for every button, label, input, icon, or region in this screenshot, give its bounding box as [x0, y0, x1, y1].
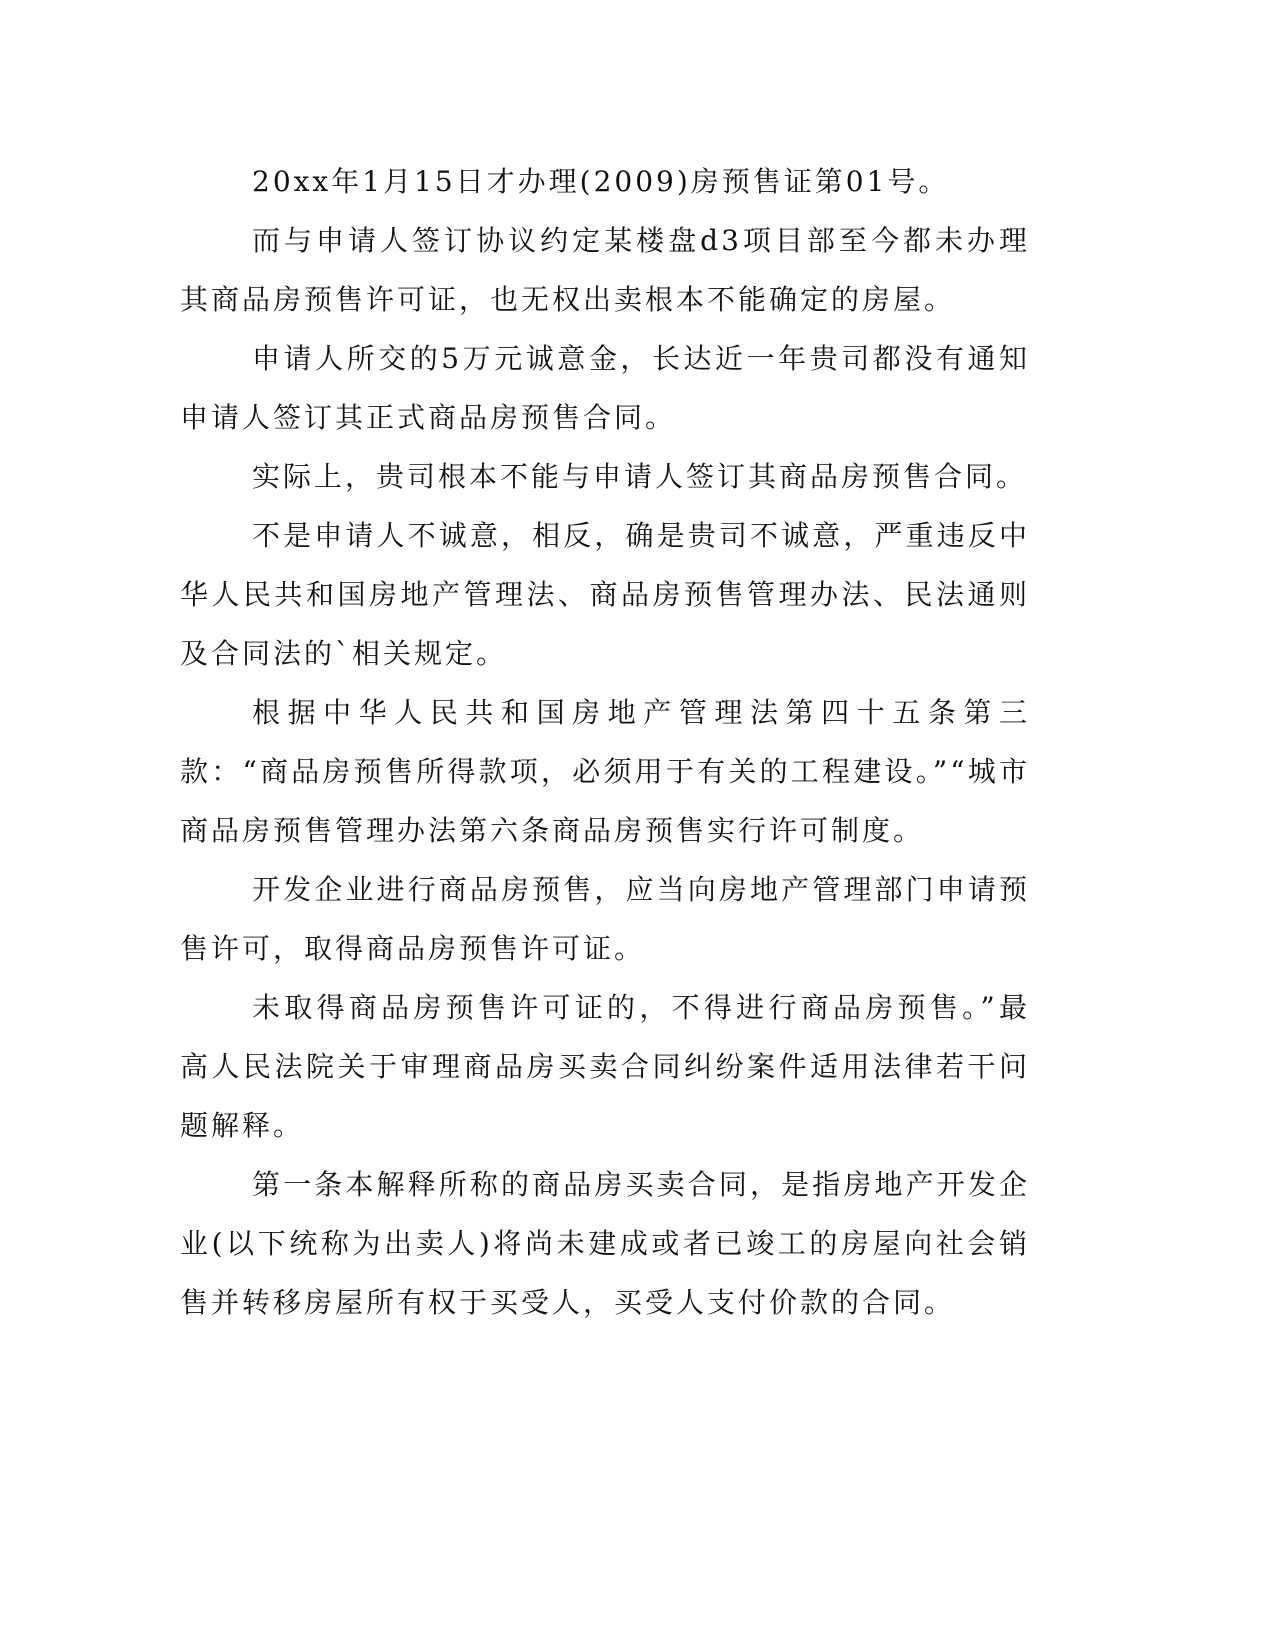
- paragraph-9: 第一条本解释所称的商品房买卖合同，是指房地产开发企业(以下统称为出卖人)将尚未建成或者已竣工的房屋向社会销售并转移房屋所有权于买受人，买受人支付价款的合同。: [180, 1168, 1030, 1319]
- paragraph-2: 而与申请人签订协议约定某楼盘d3项目部至今都未办理其商品房预售许可证，也无权出卖根本不能确定的房屋。: [180, 224, 1030, 316]
- paragraph-7: 开发企业进行商品房预售，应当向房地产管理部门申请预售许可，取得商品房预售许可证。: [180, 873, 1030, 965]
- paragraph-3: 申请人所交的5万元诚意金，长达近一年贵司都没有通知申请人签订其正式商品房预售合同。: [180, 342, 1030, 434]
- paragraph-8: 未取得商品房预售许可证的，不得进行商品房预售。”最高人民法院关于审理商品房买卖合同纠纷案件适用法律若干问题解释。: [180, 991, 1030, 1142]
- paragraph-6: 根据中华人民共和国房地产管理法第四十五条第三款：“商品房预售所得款项，必须用于有关的工程建设。”“城市商品房预售管理办法第六条商品房预售实行许可制度。: [180, 696, 1030, 847]
- paragraph-1: 20xx年1月15日才办理(2009)房预售证第01号。: [252, 165, 950, 198]
- paragraph-5: 不是申请人不诚意，相反，确是贵司不诚意，严重违反中华人民共和国房地产管理法、商品房预售管理办法、民法通则及合同法的`相关规定。: [180, 519, 1030, 670]
- paragraph-4: 实际上，贵司根本不能与申请人签订其商品房预售合同。: [252, 460, 1028, 493]
- document-body: [180, 152, 1030, 1332]
